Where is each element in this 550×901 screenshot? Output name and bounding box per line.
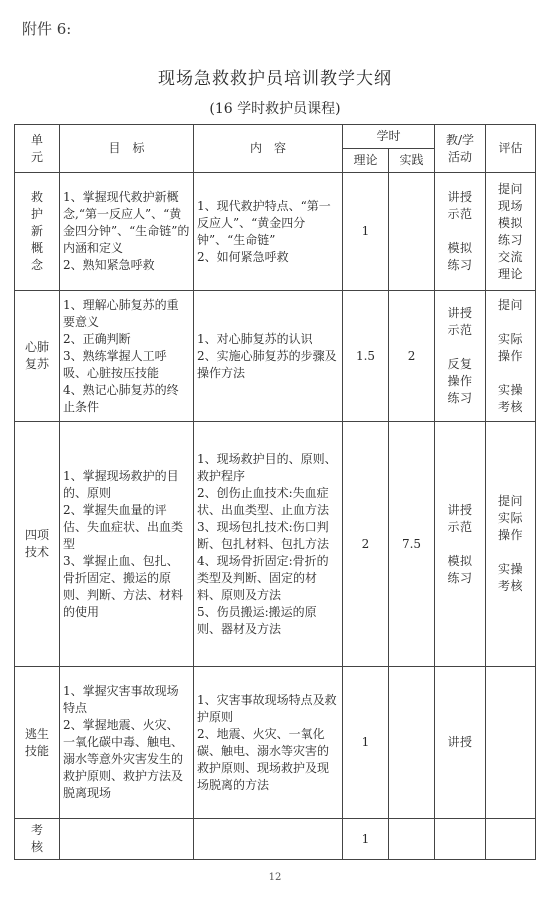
header-row [15, 125, 536, 149]
cell-line: 提问 [498, 297, 524, 312]
header-practice: 实践 [389, 149, 435, 173]
document-title: 现场急救救护员培训教学大纲 [158, 69, 392, 89]
cell-line: 操作 [498, 348, 524, 363]
cell-line: 讲授 [447, 306, 473, 320]
cell-line: 考核 [498, 399, 524, 414]
cell-line: 练习 [447, 570, 473, 585]
practice-cell [389, 819, 435, 860]
practice-cell: 7.5 [389, 422, 435, 667]
content-cell [194, 173, 343, 291]
cell-line: 实操 [498, 562, 524, 576]
activity-cell [435, 173, 486, 291]
cell-line [438, 339, 482, 356]
header-goal: 目 标 [60, 125, 194, 173]
cell-line: 2、掌握地震、火灾、一氧化碳中毒、触电、溺水等意外灾害发生的救护原则、救护方法及脱离现场 [63, 718, 184, 800]
cell-line: 2、地震、火灾、一氧化碳、触电、溺水等灾害的救护原则、现场救护及现场脱离的方法 [197, 726, 330, 792]
cell-line: 4、熟记心肺复苏的终止条件 [63, 382, 179, 414]
cell-line: 2、如何紧急呼救 [197, 249, 289, 264]
goal-cell [60, 173, 194, 291]
practice-cell: 2 [389, 291, 435, 422]
syllabus-table [14, 124, 536, 860]
cell-line: 3、掌握止血、包扎、骨折固定、搬运的原则、判断、方法、材料的使用 [63, 553, 184, 619]
content-cell [194, 291, 343, 422]
theory-cell: 1.5 [343, 291, 389, 422]
unit-cell: 救护新概念 [15, 173, 60, 291]
cell-line: 实际 [498, 511, 524, 525]
content-cell [194, 422, 343, 667]
cell-line: 示范 [447, 519, 473, 534]
cell-line: 现场 [498, 198, 524, 213]
cell-line: 操作 [498, 528, 524, 542]
theory-cell: 2 [343, 422, 389, 667]
cell-line: 示范 [447, 323, 473, 337]
theory-cell: 1 [343, 667, 389, 819]
evaluation-cell [486, 422, 536, 667]
cell-line: 3、熟练掌握人工呼吸、心脏按压技能 [63, 348, 167, 380]
cell-line: 操作 [447, 374, 473, 388]
cell-line: 3、现场包扎技术:伤口判断、包扎材料、包扎方法 [197, 519, 330, 551]
document-subtitle: (16 学时救护员课程) [209, 101, 341, 117]
cell-line: 4、现场骨折固定:骨折的类型及判断、固定的材料、原则及方法 [197, 553, 329, 602]
activity-cell [435, 291, 486, 422]
header-theory: 理论 [343, 149, 389, 173]
cell-line: 实操 [498, 382, 524, 397]
header-unit: 单元 [15, 125, 60, 173]
header-content: 内 容 [194, 125, 343, 173]
cell-line: 2、实施心肺复苏的步骤及操作方法 [197, 348, 337, 380]
cell-line: 讲授 [447, 502, 473, 517]
cell-line: 练习 [498, 232, 524, 247]
header-hours: 学时 [343, 125, 435, 149]
cell-line: 2、掌握失血量的评估、失血症状、出血类型 [63, 502, 184, 551]
table-row [15, 667, 536, 819]
goal-cell [60, 667, 194, 819]
cell-line: 模拟 [447, 241, 473, 255]
cell-line: 1、理解心肺复苏的重要意义 [63, 297, 179, 329]
cell-line: 练习 [447, 258, 473, 272]
cell-line: 1、灾害事故现场特点及救护原则 [197, 692, 337, 724]
cell-line: 交流 [498, 249, 524, 264]
cell-line: 模拟 [498, 215, 524, 230]
cell-line [489, 544, 532, 561]
table-row [15, 819, 536, 860]
cell-line: 1、对心肺复苏的认识 [197, 331, 313, 346]
goal-cell [60, 291, 194, 422]
header-evaluation: 评估 [486, 125, 536, 173]
cell-line [489, 365, 532, 382]
cell-line: 模拟 [447, 553, 473, 568]
header-activity: 教/学活动 [435, 125, 486, 173]
evaluation-cell [486, 173, 536, 291]
table-row [15, 422, 536, 667]
activity-cell [435, 819, 486, 860]
theory-cell: 1 [343, 819, 389, 860]
cell-line: 示范 [447, 207, 473, 221]
evaluation-cell [486, 291, 536, 422]
cell-line: 讲授 [447, 735, 473, 749]
cell-line: 1、现代救护特点、“第一反应人”、“黄金四分钟”、“生命链” [197, 198, 331, 247]
theory-cell: 1 [343, 173, 389, 291]
table-row [15, 173, 536, 291]
cell-line [438, 223, 482, 240]
attachment-label: 附件 6: [22, 20, 72, 38]
content-cell [194, 667, 343, 819]
evaluation-cell [486, 667, 536, 819]
activity-cell [435, 422, 486, 667]
table-row [15, 291, 536, 422]
practice-cell [389, 173, 435, 291]
unit-cell: 考核 [15, 819, 60, 860]
activity-cell [435, 667, 486, 819]
cell-line: 提问 [498, 181, 524, 196]
cell-line: 提问 [498, 494, 524, 508]
practice-cell [389, 667, 435, 819]
content-cell [194, 819, 343, 860]
evaluation-cell [486, 819, 536, 860]
cell-line: 1、掌握现代救护新概念,“第一反应人”、“黄金四分钟”、“生命链”的内涵和定义 [63, 190, 190, 255]
cell-line: 1、掌握灾害事故现场特点 [63, 684, 179, 715]
goal-cell [60, 422, 194, 667]
cell-line [489, 314, 532, 331]
cell-line: 2、正确判断 [63, 331, 131, 346]
goal-cell [60, 819, 194, 860]
cell-line: 讲授 [447, 190, 473, 204]
cell-line: 反复 [447, 357, 473, 371]
unit-cell: 心肺复苏 [15, 291, 60, 422]
cell-line [438, 536, 482, 553]
cell-line: 1、掌握现场救护的目的、原则 [63, 468, 179, 500]
cell-line: 考核 [498, 579, 524, 593]
cell-line: 理论 [498, 266, 524, 281]
cell-line: 1、现场救护目的、原则、救护程序 [197, 451, 337, 483]
cell-line: 2、熟知紧急呼救 [63, 258, 155, 272]
cell-line: 实际 [498, 331, 524, 346]
page-number: 12 [268, 872, 282, 883]
cell-line: 练习 [447, 391, 473, 405]
cell-line: 2、创伤止血技术:失血症状、出血类型、止血方法 [197, 485, 330, 517]
unit-cell: 逃生技能 [15, 667, 60, 819]
cell-line: 5、伤员搬运:搬运的原则、器材及方法 [197, 604, 317, 636]
unit-cell: 四项技术 [15, 422, 60, 667]
